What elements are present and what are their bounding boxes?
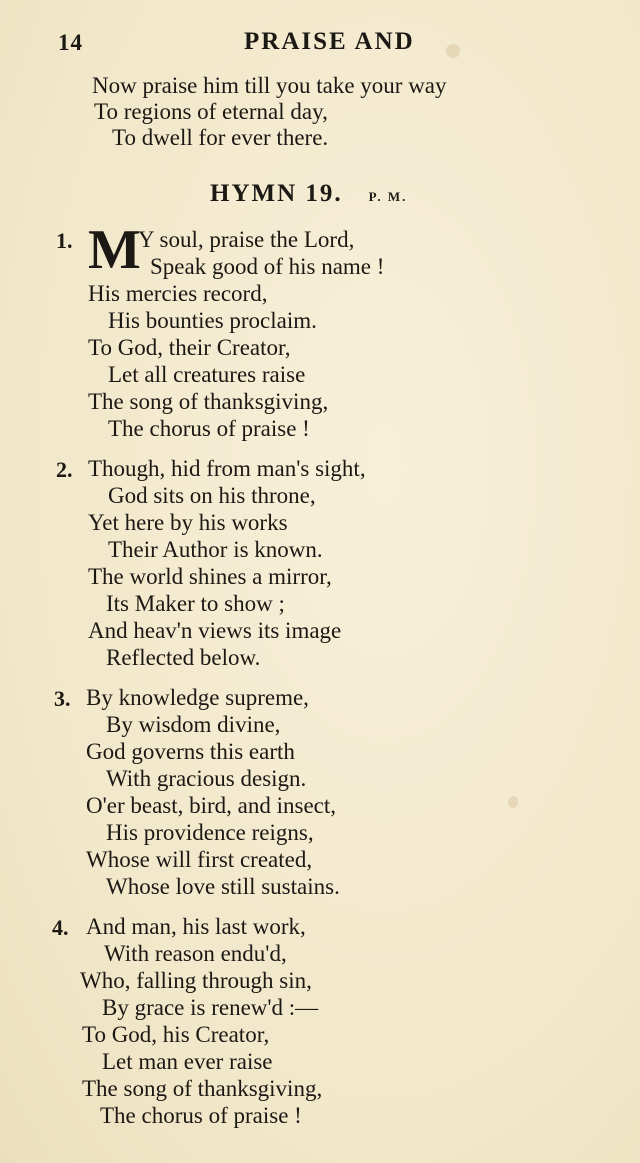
- verse-line: To dwell for ever there.: [112, 125, 329, 150]
- verse-line: With reason endu'd,: [104, 941, 287, 966]
- verse-line: Its Maker to show ;: [106, 591, 285, 616]
- verse-line: Now praise him till you take your way: [92, 73, 447, 98]
- verse-line: By knowledge supreme,: [86, 685, 309, 710]
- verse-line: To regions of eternal day,: [94, 99, 328, 124]
- running-title: PRAISE AND: [244, 28, 415, 55]
- page-number: 14: [58, 30, 83, 55]
- verse-line: The song of thanksgiving,: [88, 389, 329, 414]
- verse-line: Let man ever raise: [102, 1049, 273, 1074]
- verse-line: Whose love still sustains.: [106, 874, 340, 899]
- hymn-meter: P. M.: [368, 189, 408, 204]
- verse-line: Whose will first created,: [86, 847, 313, 872]
- verse-line: Y soul, praise the Lord,: [138, 227, 355, 252]
- verse-line: His mercies record,: [88, 281, 268, 306]
- verse-line: Though, hid from man's sight,: [88, 456, 366, 481]
- verse-line: Their Author is known.: [108, 537, 323, 562]
- verse-line: The chorus of praise !: [108, 416, 310, 441]
- verse-number: 2.: [56, 457, 73, 482]
- verse-line: To God, their Creator,: [88, 335, 291, 360]
- verse-number: 1.: [56, 228, 73, 253]
- verse-line: The world shines a mirror,: [88, 564, 332, 589]
- verse-line: And heav'n views its image: [88, 618, 342, 643]
- verse-line: By wisdom divine,: [106, 712, 281, 737]
- verse-line: Speak good of his name !: [150, 254, 385, 279]
- verse-line: By grace is renew'd :—: [102, 995, 319, 1020]
- verse-line: O'er beast, bird, and insect,: [86, 793, 337, 818]
- verse-line: His providence reigns,: [106, 820, 314, 845]
- verse-line: And man, his last work,: [86, 914, 306, 939]
- verse-number: 3.: [54, 686, 71, 711]
- verse-line: Let all creatures raise: [108, 362, 306, 387]
- verse-line: Who, falling through sin,: [80, 968, 312, 993]
- verse-number: 4.: [52, 915, 69, 940]
- verse-line: To God, his Creator,: [82, 1022, 270, 1047]
- verse-line: The chorus of praise !: [100, 1103, 302, 1128]
- verse-line: The song of thanksgiving,: [82, 1076, 323, 1101]
- verse-line: Reflected below.: [106, 645, 261, 670]
- verse-line: With gracious design.: [106, 766, 307, 791]
- verse-line: His bounties proclaim.: [108, 308, 317, 333]
- verse-line: God governs this earth: [86, 739, 295, 764]
- verse-line: God sits on his throne,: [108, 483, 316, 508]
- hymn-heading: [210, 180, 407, 208]
- verse-line: Yet here by his works: [88, 510, 288, 535]
- drop-cap: M: [88, 219, 141, 281]
- paper-stain: [508, 796, 518, 808]
- page-header: [0, 28, 640, 62]
- hymn-title: HYMN 19.: [210, 180, 343, 207]
